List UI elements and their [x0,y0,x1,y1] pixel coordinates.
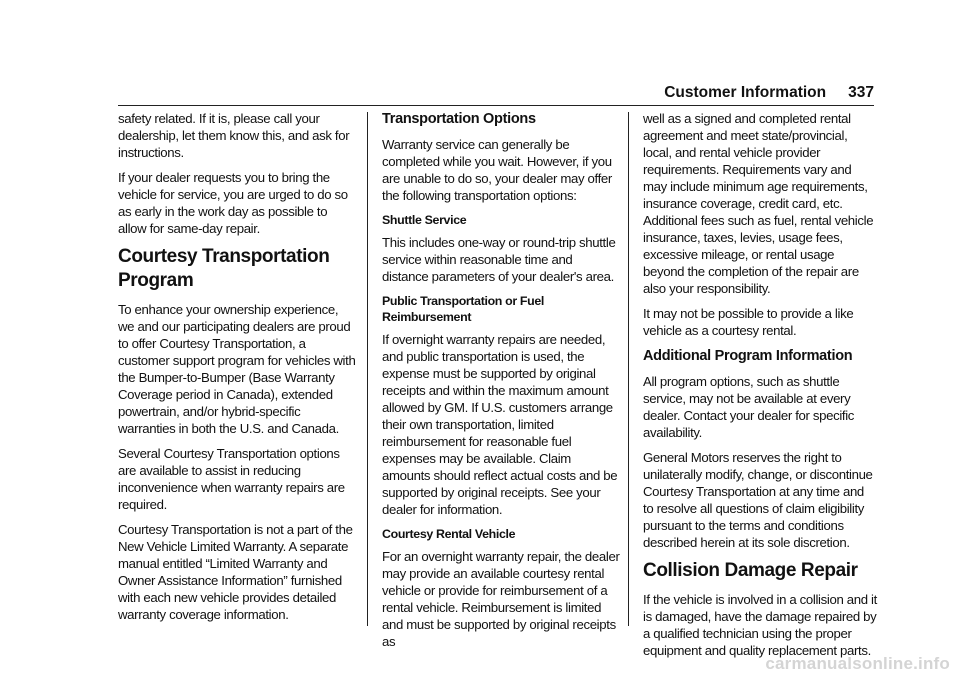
paragraph: For an overnight warranty repair, the dealer may provide an available courtesy rental vehicle or provide for reimbursement of a rental vehicle. Reimbursement is limited and must be supported by original receipts as [382,549,620,649]
paragraph: It may not be possible to provide a like vehicle as a courtesy rental. [643,306,854,338]
paragraph: If your dealer requests you to bring the vehicle for service, you are urged to do so as early in the work day as possible to allow for same-day repair. [118,170,348,236]
subheading-courtesy-rental: Courtesy Rental Vehicle [382,527,516,541]
section-title: Customer Information [664,84,827,101]
column-1 [118,110,356,631]
subheading-public-transportation: Public Transportation or Fuel Reimbursement [382,294,544,324]
paragraph: If the vehicle is involved in a collision and it is damaged, have the damage repaired by a qualified technician using the proper equipment and quality replacement parts. [643,592,877,658]
header-rule [118,105,874,106]
paragraph: safety related. If it is, please call your dealership, let them know this, and ask for instructions. [118,111,350,160]
subheading-shuttle-service: Shuttle Service [382,213,467,227]
column-divider-1 [367,112,368,626]
heading-courtesy-transportation: Courtesy Transportation Program [118,246,330,291]
heading-additional-program-information: Additional Program Information [643,348,853,364]
paragraph: To enhance your ownership experience, we and our participating dealers are proud to offer Courtesy Transportation, a customer support program for vehicles with the Bumper-to-Bumper (Base Warranty Coverage period in Canada), extended powertrain, and/or hybrid-specific warranties in both the U.S. and Canada. [118,302,356,436]
watermark: carmanualsonline.info [765,654,950,673]
paragraph: This includes one-way or round-trip shuttle service within reasonable time and distance parameters of your dealer's area. [382,235,616,284]
heading-collision-damage-repair: Collision Damage Repair [643,560,858,581]
paragraph: Several Courtesy Transportation options are available to assist in reducing inconvenience when warranty repairs are required. [118,446,345,512]
page-number: 337 [848,84,874,101]
paragraph: General Motors reserves the right to unilaterally modify, change, or discontinue Courtesy Transportation at any time and to resolve all questions of claim eligibility pursuant to the terms and conditions described herein at its sole discretion. [643,450,873,550]
heading-transportation-options: Transportation Options [382,111,536,127]
column-3 [643,110,877,667]
paragraph: Warranty service can generally be completed while you wait. However, if you are unable to do so, your dealer may offer the following transportation options: [382,137,612,203]
paragraph: If overnight warranty repairs are needed, and public transportation is used, the expense must be supported by original receipts and within the maximum amount allowed by GM. If U.S. customers arrange their own transportation, limited reimbursement for reasonable fuel expenses may be available. Claim amounts should reflect actual costs and be supported by original receipts. See your dealer for information. [382,332,618,517]
paragraph: All program options, such as shuttle service, may not be available at every dealer. Contact your dealer for specific availability. [643,374,855,440]
column-2 [382,110,620,658]
paragraph: Courtesy Transportation is not a part of the New Vehicle Limited Warranty. A separate manual entitled “Limited Warranty and Owner Assistance Information” furnished with each new vehicle provides detailed warranty coverage information. [118,522,353,622]
paragraph: well as a signed and completed rental agreement and meet state/provincial, local, and rental vehicle provider requirements. Requirements vary and may include minimum age requirements, insurance coverage, credit card, etc. Additional fees such as fuel, rental vehicle insurance, taxes, levies, usage fees, excessive mileage, or rental usage beyond the completion of the repair are also your responsibility. [643,111,874,296]
column-divider-2 [628,112,629,626]
page-header [664,84,874,102]
